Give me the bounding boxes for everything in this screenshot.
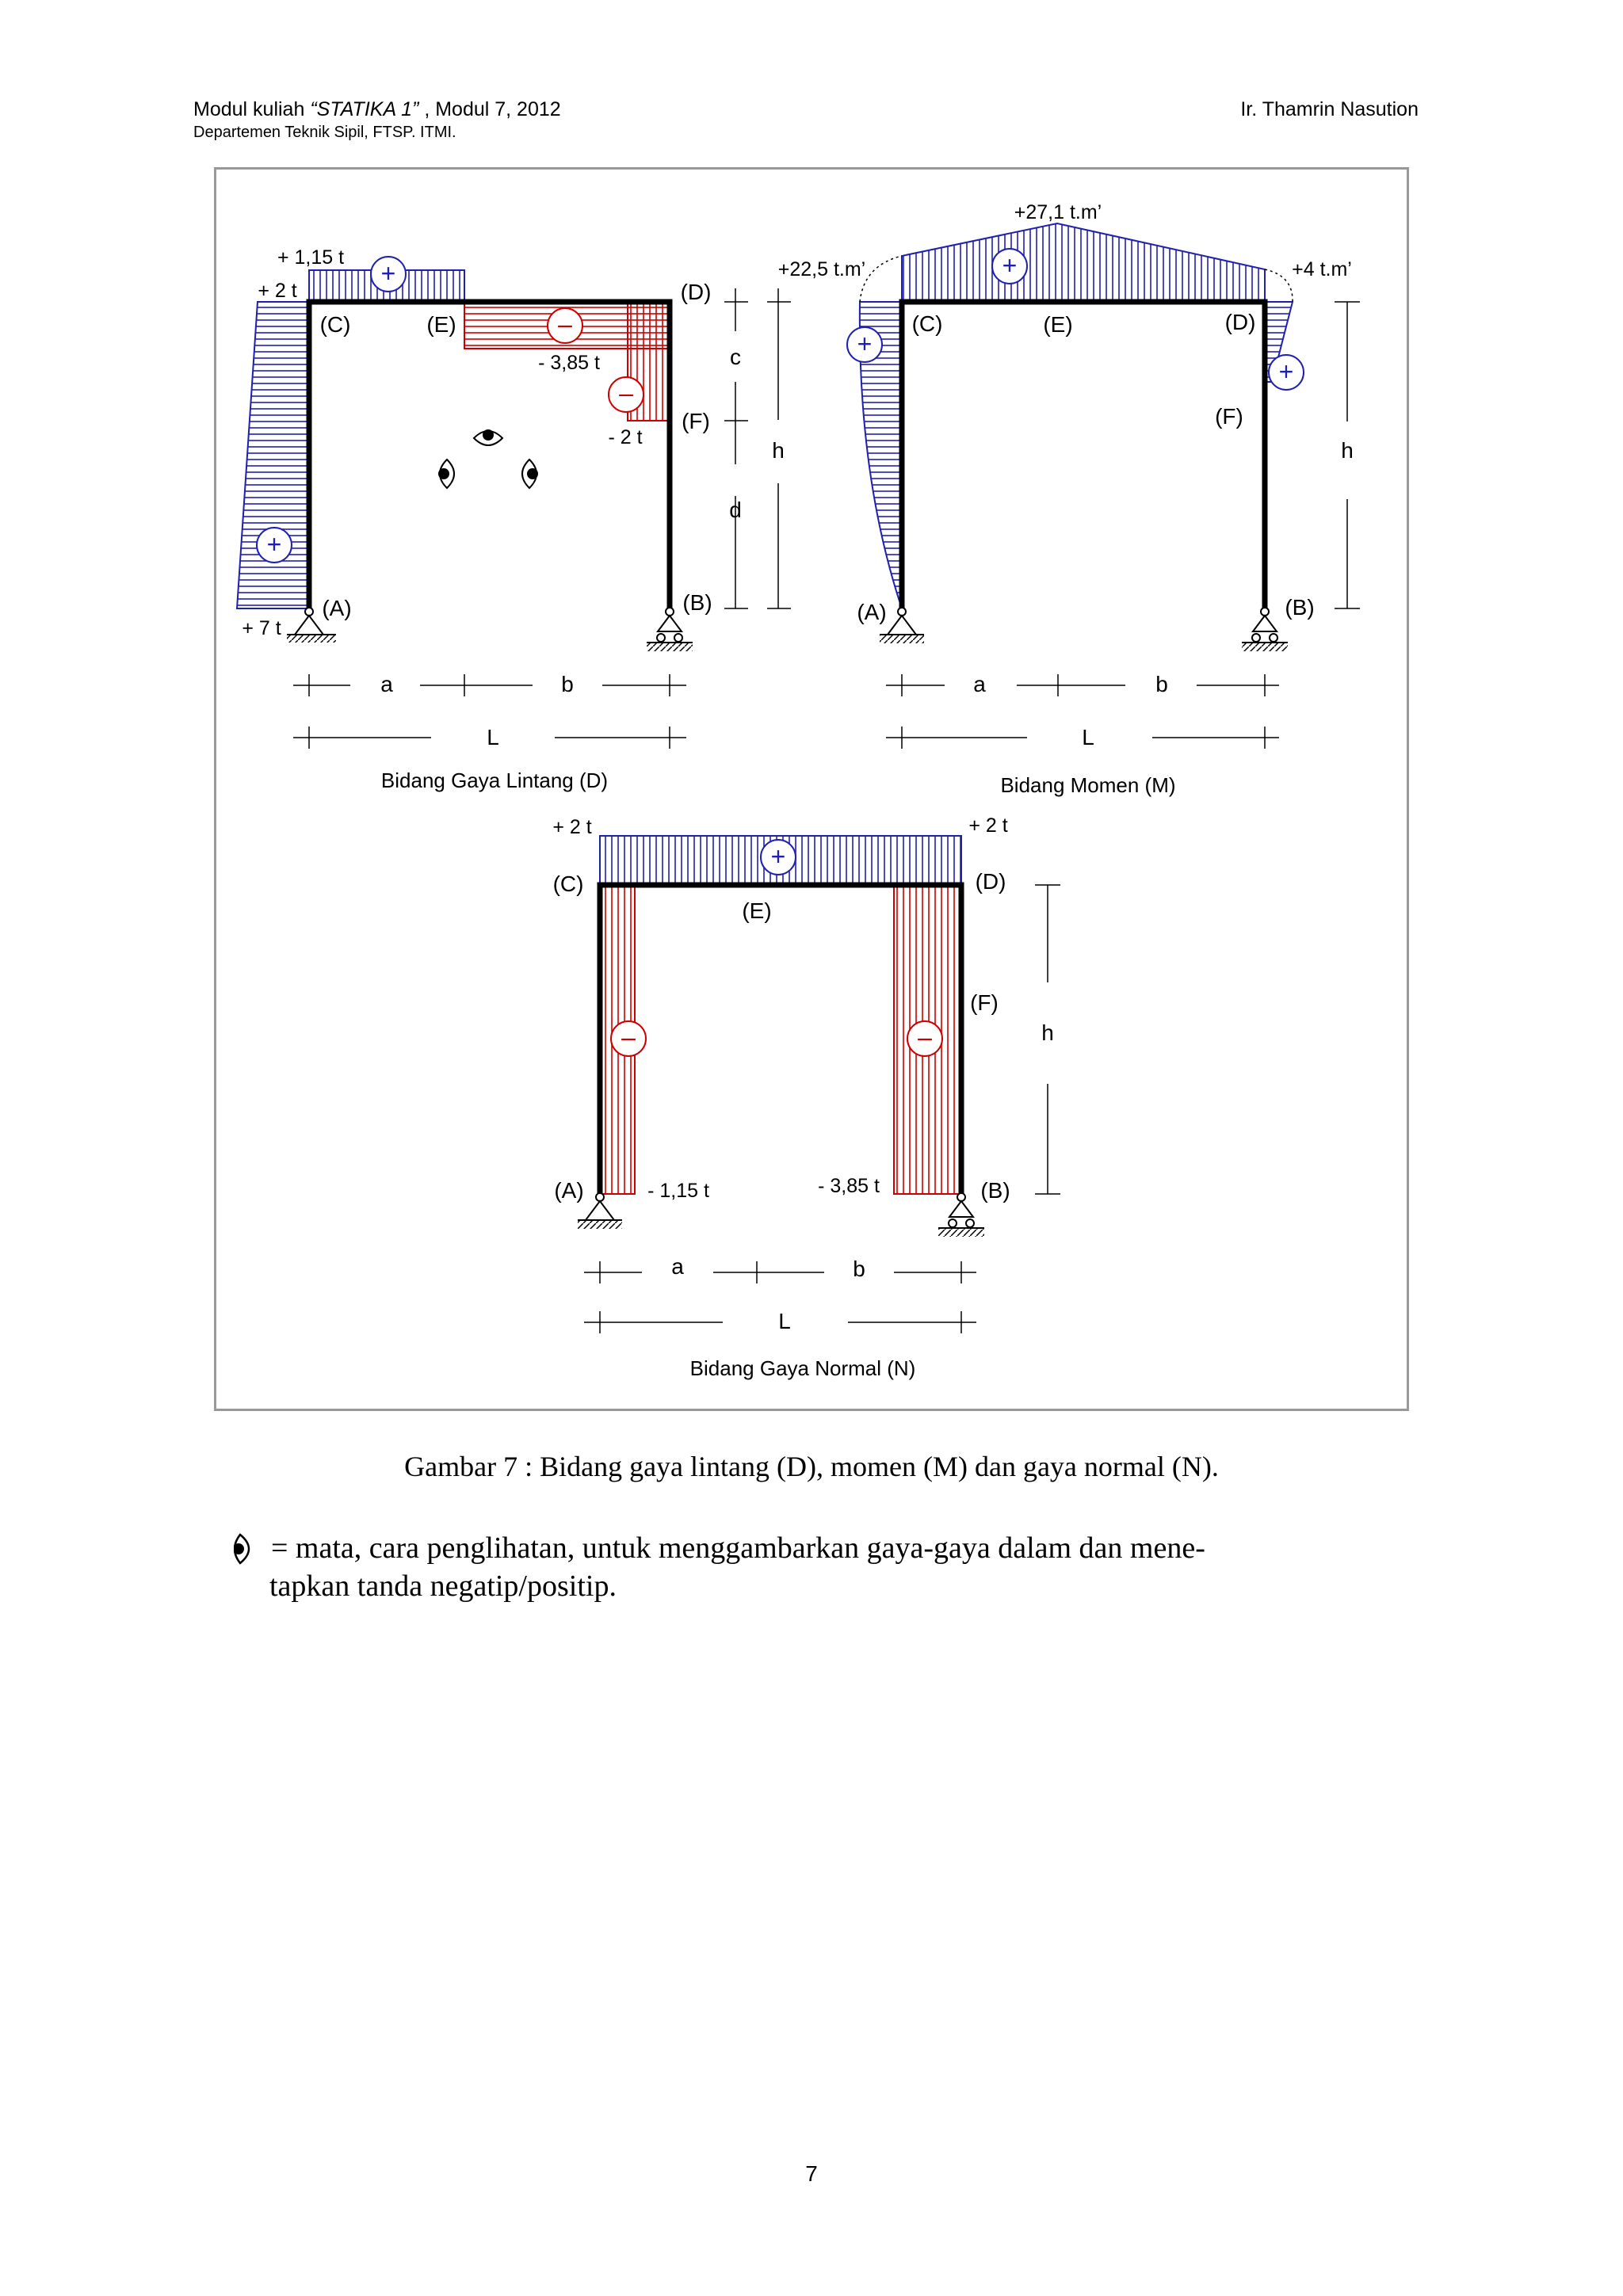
svg-text:h: h (1041, 1020, 1054, 1045)
moment-frame (902, 302, 1265, 608)
svg-text:(C): (C) (552, 871, 584, 896)
normal-value-col-right: - 3,85 t (818, 1175, 880, 1197)
svg-text:d: d (729, 498, 742, 522)
svg-text:–: – (619, 379, 633, 407)
shear-value-left-bottom: + 7 t (242, 617, 281, 639)
svg-text:(B): (B) (682, 590, 712, 615)
normal-diagram (552, 814, 1060, 1380)
svg-text:L: L (487, 725, 499, 749)
moment-value-top: +27,1 t.m’ (1014, 201, 1102, 223)
moment-value-left: +22,5 t.m’ (777, 258, 866, 280)
svg-text:(C): (C) (319, 312, 351, 337)
svg-text:+: + (1002, 251, 1018, 280)
svg-text:+: + (857, 330, 873, 358)
shear-value-top: + 1,15 t (277, 246, 345, 269)
eye-icon (522, 460, 538, 488)
svg-text:(A): (A) (857, 600, 887, 624)
svg-text:(A): (A) (554, 1178, 584, 1203)
svg-text:+: + (770, 842, 786, 871)
svg-text:(B): (B) (980, 1178, 1010, 1203)
normal-value-col-left: - 1,15 t (647, 1180, 709, 1202)
normal-value-right-top: + 2 t (968, 814, 1008, 837)
svg-text:h: h (1341, 438, 1354, 463)
svg-text:L: L (778, 1309, 791, 1333)
svg-text:(B): (B) (1285, 595, 1315, 620)
svg-text:c: c (730, 345, 741, 369)
header-author: Ir. Thamrin Nasution (1240, 98, 1419, 120)
svg-text:h: h (772, 438, 785, 463)
svg-text:(C): (C) (911, 311, 943, 336)
eye-note-line1: = mata, cara penglihatan, untuk menggambarkan gaya-gaya dalam dan mene- (271, 1531, 1205, 1565)
normal-diagram-title: Bidang Gaya Normal (N) (689, 1356, 916, 1380)
shear-value-column: - 2 t (608, 426, 643, 448)
svg-text:(D): (D) (680, 280, 712, 304)
figure-caption: Gambar 7 : Bidang gaya lintang (D), momen (M) dan gaya normal (N). (404, 1451, 1219, 1482)
pin-support-icon (586, 1201, 614, 1220)
svg-text:b: b (561, 672, 574, 696)
svg-text:+: + (380, 259, 396, 288)
shear-value-beam: - 3,85 t (538, 352, 600, 374)
roller-support-icon (949, 1201, 973, 1217)
moment-beam-fill (902, 223, 1265, 302)
eye-note-line2: tapkan tanda negatip/positip. (269, 1569, 617, 1603)
svg-text:a: a (671, 1254, 684, 1279)
svg-text:a: a (380, 672, 393, 696)
svg-text:(E): (E) (1043, 312, 1073, 337)
svg-text:(D): (D) (975, 869, 1006, 894)
svg-text:b: b (853, 1257, 865, 1281)
eye-icon (474, 429, 502, 445)
svg-text:L: L (1082, 725, 1094, 749)
svg-text:+: + (266, 530, 282, 559)
shear-diagram-title: Bidang Gaya Lintang (D) (380, 769, 609, 792)
svg-text:a: a (973, 672, 986, 696)
header-title: Modul kuliah “STATIKA 1” , Modul 7, 2012 (193, 98, 561, 120)
shear-value-left-top: + 2 t (258, 280, 297, 302)
svg-text:–: – (621, 1023, 636, 1051)
roller-support-icon (1253, 616, 1277, 631)
svg-text:(F): (F) (682, 409, 710, 433)
svg-text:(E): (E) (426, 312, 456, 337)
pin-support-icon (295, 616, 323, 635)
svg-text:(E): (E) (742, 898, 772, 923)
moment-diagram (778, 201, 1360, 797)
eye-note (269, 1529, 1300, 1605)
eye-icon (234, 1531, 265, 1566)
shear-diagram (237, 246, 791, 792)
svg-text:–: – (558, 310, 572, 338)
svg-text:–: – (918, 1023, 932, 1051)
pin-support-icon (888, 616, 916, 635)
svg-text:(A): (A) (322, 596, 352, 620)
moment-diagram-title: Bidang Momen (M) (1000, 773, 1176, 797)
eye-icon (438, 460, 454, 488)
svg-text:(F): (F) (1215, 404, 1243, 429)
header-department: Departemen Teknik Sipil, FTSP. ITMI. (193, 124, 456, 141)
normal-value-left-top: + 2 t (552, 816, 592, 838)
roller-support-icon (658, 616, 682, 631)
page-number: 7 (805, 2161, 818, 2186)
svg-text:(F): (F) (970, 990, 999, 1015)
svg-text:(D): (D) (1224, 310, 1256, 334)
svg-text:b: b (1155, 672, 1168, 696)
svg-text:+: + (1278, 357, 1294, 386)
moment-value-right: +4 t.m’ (1292, 258, 1352, 280)
